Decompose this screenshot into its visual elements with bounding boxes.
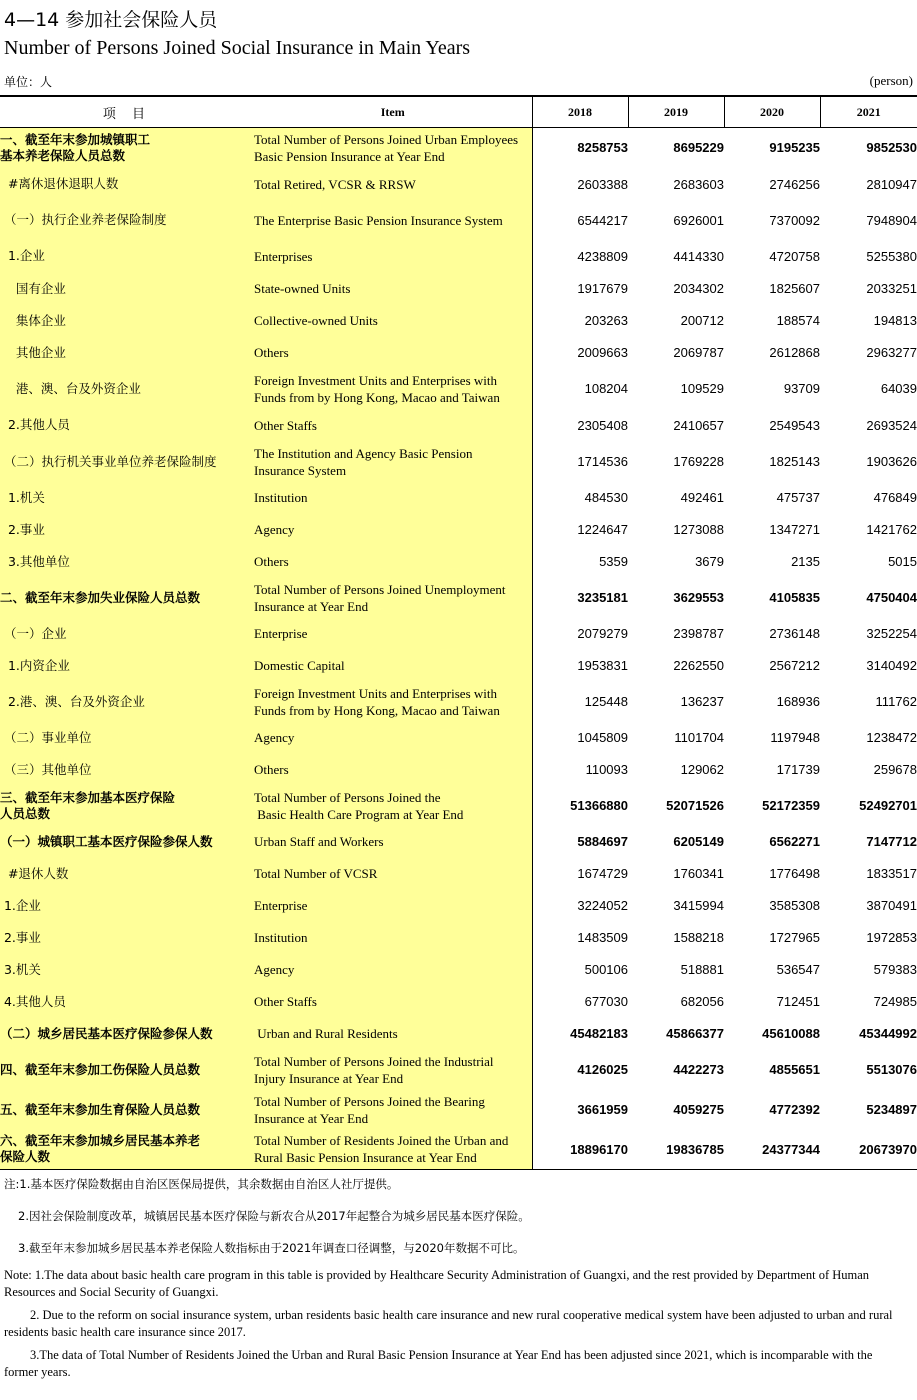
value-2021: 5015 (888, 554, 917, 569)
note-cn-3: 3.截至年末参加城乡居民基本养老保险人数指标由于2021年调查口径调整，与2020年数据不可比。 (18, 1241, 525, 1255)
value-2019: 518881 (680, 962, 724, 977)
header-item-en: Item (254, 96, 532, 128)
value-2019: 6205149 (673, 834, 724, 849)
value-2020: 4105835 (769, 590, 820, 605)
value-2018: 1714536 (577, 454, 628, 469)
row-label-cn: 国有企业 (0, 273, 254, 305)
row-label-en: Total Number of Persons Joined the Basic Health Care Program at Year End (254, 786, 532, 826)
value-2019: 492461 (680, 490, 724, 505)
value-2018: 5884697 (577, 834, 628, 849)
table-row (0, 1050, 917, 1090)
table-row (0, 305, 917, 337)
value-2020: 1776498 (769, 866, 820, 881)
value-2019: 3629553 (673, 590, 724, 605)
row-label-en: Domestic Capital (254, 650, 532, 682)
row-label-cn: （一）执行企业养老保险制度 (0, 201, 254, 240)
value-2020: 1347271 (769, 522, 820, 537)
value-2019: 4059275 (673, 1102, 724, 1117)
value-2018: 677030 (584, 994, 628, 1009)
note-cn-2: 2.因社会保险制度改革，城镇居民基本医疗保险与新农合从2017年起整合为城乡居民基本医疗保险。 (18, 1209, 530, 1223)
value-2019: 200712 (680, 313, 724, 328)
table-row (0, 201, 917, 240)
row-label-cn: 3.其他单位 (0, 546, 254, 578)
table-row (0, 514, 917, 546)
table-row (0, 922, 917, 954)
value-2018: 1224647 (577, 522, 628, 537)
row-label-en: Other Staffs (254, 986, 532, 1018)
value-2020: 24377344 (724, 1130, 820, 1170)
value-2019: 109529 (680, 381, 724, 396)
table-row (0, 482, 917, 514)
value-2020: 168936 (776, 694, 820, 709)
value-2021: 579383 (873, 962, 917, 977)
row-label-en: Collective-owned Units (254, 305, 532, 337)
table-row (0, 546, 917, 578)
value-2019: 129062 (680, 762, 724, 777)
value-2021: 1238472 (866, 730, 917, 745)
note-cn-1: 注:1.基本医疗保险数据由自治区医保局提供，其余数据由自治区人社厅提供。 (4, 1177, 399, 1191)
row-label-cn: #退休人数 (0, 858, 254, 890)
row-label-en: Urban and Rural Residents (254, 1018, 532, 1050)
table-row (0, 337, 917, 369)
value-2019: 1273088 (673, 522, 724, 537)
value-2018: 18896170 (532, 1130, 628, 1170)
value-2018: 2009663 (577, 345, 628, 360)
value-2018: 1674729 (577, 866, 628, 881)
value-2021: 2810947 (866, 176, 917, 192)
table-row (0, 240, 917, 273)
value-2019: 1588218 (673, 930, 724, 945)
table-row (0, 1130, 917, 1170)
page-title-cn: 4—14 参加社会保险人员 (4, 9, 218, 31)
value-2018: 51366880 (570, 798, 628, 813)
value-2020: 4855651 (769, 1062, 820, 1077)
page-title-en: Number of Persons Joined Social Insurance in Main Years (4, 37, 471, 59)
row-label-cn: 2.事业 (0, 514, 254, 546)
table-row (0, 890, 917, 922)
row-label-cn: 港、澳、台及外资企业 (0, 369, 254, 409)
table-row (0, 442, 917, 482)
value-2018: 6544217 (577, 212, 628, 228)
value-2021: 64039 (880, 381, 917, 396)
row-label-en: Institution (254, 922, 532, 954)
row-label-en: Total Number of VCSR (254, 858, 532, 890)
value-2020: 2567212 (769, 658, 820, 673)
value-2021: 2033251 (866, 281, 917, 296)
row-label-en: Total Number of Persons Joined the Bearing Insurance at Year End (254, 1090, 532, 1130)
row-label-en: Institution (254, 482, 532, 514)
value-2021: 1833517 (866, 866, 917, 881)
value-2019: 3415994 (673, 898, 724, 913)
row-label-cn: （三）其他单位 (0, 754, 254, 786)
value-2021: 7948904 (866, 212, 917, 228)
value-2021: 3870491 (866, 898, 917, 913)
value-2018: 8258753 (577, 140, 628, 156)
value-2019: 1760341 (673, 866, 724, 881)
value-2021: 5255380 (866, 248, 917, 264)
table-row (0, 618, 917, 650)
table-row (0, 786, 917, 826)
value-2018: 5359 (599, 554, 628, 569)
table-header-row (0, 96, 917, 128)
value-2021: 52492701 (859, 798, 917, 813)
value-2019: 1769228 (673, 454, 724, 469)
value-2020: 45610088 (762, 1026, 820, 1041)
value-2018: 3661959 (577, 1102, 628, 1117)
value-2018: 2079279 (577, 626, 628, 641)
value-2020: 7370092 (769, 212, 820, 228)
value-2021: 5513076 (866, 1062, 917, 1077)
table-row (0, 722, 917, 754)
value-2020: 93709 (783, 381, 820, 396)
row-label-en: Enterprise (254, 618, 532, 650)
header-year-2018: 2018 (532, 96, 628, 128)
value-2020: 171739 (776, 762, 820, 777)
row-label-cn: 集体企业 (0, 305, 254, 337)
value-2021: 3140492 (866, 658, 917, 673)
value-2019: 4422273 (673, 1062, 724, 1077)
value-2021: 259678 (873, 762, 917, 777)
value-2020: 3585308 (769, 898, 820, 913)
row-label-en: Others (254, 754, 532, 786)
value-2018: 484530 (584, 490, 628, 505)
table-row (0, 650, 917, 682)
value-2020: 2736148 (769, 626, 820, 641)
row-label-en: Foreign Investment Units and Enterprises with Funds from by Hong Kong, Macao and Taiwan (254, 369, 532, 409)
value-2018: 45482183 (570, 1026, 628, 1041)
row-label-cn: 四、截至年末参加工伤保险人员总数 (0, 1050, 254, 1090)
value-2019: 19836785 (628, 1130, 724, 1170)
row-label-en: The Institution and Agency Basic Pension Insurance System (254, 442, 532, 482)
header-item-cn: 项 目 (0, 96, 254, 128)
row-label-en: The Enterprise Basic Pension Insurance System (254, 201, 532, 240)
value-2021: 5234897 (866, 1102, 917, 1117)
row-label-en: Total Number of Persons Joined the Industrial Injury Insurance at Year End (254, 1050, 532, 1090)
row-label-cn: 六、截至年末参加城乡居民基本养老 保险人数 (0, 1130, 254, 1170)
value-2018: 1483509 (577, 930, 628, 945)
value-2018: 108204 (584, 381, 628, 396)
value-2021: 2693524 (866, 417, 917, 433)
value-2018: 3235181 (577, 590, 628, 605)
table-row (0, 954, 917, 986)
value-2020: 4720758 (769, 248, 820, 264)
row-label-cn: （一）城镇职工基本医疗保险参保人数 (0, 826, 254, 858)
value-2019: 8695229 (673, 140, 724, 156)
row-label-en: Enterprise (254, 890, 532, 922)
row-label-cn: 2.其他人员 (0, 409, 254, 442)
value-2020: 1197948 (770, 730, 820, 745)
value-2020: 2612868 (769, 345, 820, 360)
value-2018: 2603388 (577, 176, 628, 192)
row-label-en: Agency (254, 954, 532, 986)
value-2019: 45866377 (666, 1026, 724, 1041)
value-2021: 2963277 (866, 345, 917, 360)
row-label-en: Total Number of Residents Joined the Urban and Rural Basic Pension Insurance at Year End (254, 1130, 532, 1170)
value-2019: 2262550 (673, 658, 724, 673)
value-2021: 1421762 (866, 522, 917, 537)
value-2018: 203263 (584, 313, 628, 328)
row-label-cn: 2.港、澳、台及外资企业 (0, 682, 254, 722)
statistics-table (0, 95, 917, 1170)
value-2020: 2549543 (769, 417, 820, 433)
header-year-2021: 2021 (820, 96, 917, 128)
value-2021: 111762 (875, 694, 917, 709)
row-label-cn: 3.机关 (0, 954, 254, 986)
value-2020: 712451 (776, 994, 820, 1009)
value-2021: 194813 (873, 313, 917, 328)
value-2019: 2034302 (673, 281, 724, 296)
value-2018: 1953831 (577, 658, 628, 673)
row-label-en: Other Staffs (254, 409, 532, 442)
value-2018: 4126025 (577, 1062, 628, 1077)
value-2021: 724985 (873, 994, 917, 1009)
value-2018: 125448 (584, 694, 628, 709)
unit-label-en: (person) (869, 73, 913, 88)
value-2021: 3252254 (866, 626, 917, 641)
value-2020: 475737 (776, 490, 820, 505)
value-2018: 500106 (584, 962, 628, 977)
row-label-en: Foreign Investment Units and Enterprises with Funds from by Hong Kong, Macao and Taiwan (254, 682, 532, 722)
value-2019: 52071526 (666, 798, 724, 813)
table-row (0, 128, 917, 168)
value-2020: 1825607 (769, 281, 820, 296)
row-label-en: Agency (254, 722, 532, 754)
table-row (0, 168, 917, 201)
value-2019: 1101704 (674, 730, 724, 745)
row-label-en: Others (254, 337, 532, 369)
value-2018: 4238809 (577, 248, 628, 264)
row-label-cn: （二）事业单位 (0, 722, 254, 754)
row-label-cn: （二）执行机关事业单位养老保险制度 (0, 442, 254, 482)
row-label-en: Agency (254, 514, 532, 546)
row-label-cn: 1.内资企业 (0, 650, 254, 682)
table-body (0, 128, 917, 1170)
value-2019: 3679 (695, 554, 724, 569)
value-2021: 20673970 (820, 1130, 917, 1170)
row-label-cn: #离休退休退职人数 (0, 168, 254, 201)
row-label-cn: （一）企业 (0, 618, 254, 650)
row-label-cn: 其他企业 (0, 337, 254, 369)
row-label-en: Total Retired, VCSR & RRSW (254, 168, 532, 201)
value-2018: 3224052 (577, 898, 628, 913)
table-row (0, 578, 917, 618)
table-row (0, 1090, 917, 1130)
value-2021: 4750404 (866, 590, 917, 605)
row-label-cn: 五、截至年末参加生育保险人员总数 (0, 1090, 254, 1130)
row-label-cn: 1.企业 (0, 890, 254, 922)
unit-label-cn: 单位：人 (4, 75, 53, 89)
value-2021: 7147712 (866, 834, 917, 849)
value-2021: 1972853 (866, 930, 917, 945)
row-label-cn: 三、截至年末参加基本医疗保险 人员总数 (0, 786, 254, 826)
value-2019: 2069787 (673, 345, 724, 360)
table-row (0, 754, 917, 786)
header-year-2019: 2019 (628, 96, 724, 128)
value-2020: 188574 (776, 313, 820, 328)
value-2021: 45344992 (859, 1026, 917, 1041)
value-2020: 1825143 (769, 454, 820, 469)
value-2019: 2410657 (673, 417, 724, 433)
value-2020: 4772392 (769, 1102, 820, 1117)
row-label-cn: （二）城乡居民基本医疗保险参保人数 (0, 1018, 254, 1050)
table-row (0, 858, 917, 890)
value-2020: 2746256 (769, 176, 820, 192)
value-2020: 2135 (791, 554, 820, 569)
value-2018: 1917679 (577, 281, 628, 296)
value-2019: 2683603 (673, 176, 724, 192)
row-label-cn: 2.事业 (0, 922, 254, 954)
table-row (0, 273, 917, 305)
row-label-en: Urban Staff and Workers (254, 826, 532, 858)
value-2019: 2398787 (673, 626, 724, 641)
value-2020: 1727965 (769, 930, 820, 945)
value-2021: 1903626 (866, 454, 917, 469)
value-2018: 2305408 (577, 417, 628, 433)
row-label-cn: 1.机关 (0, 482, 254, 514)
note-en-3: 3.The data of Total Number of Residents Joined the Urban and Rural Basic Pension Insurance at Year End has been adjusted since 2021, which is incomparable with the former years. (4, 1348, 873, 1379)
row-label-cn: 一、截至年末参加城镇职工 基本养老保险人员总数 (0, 128, 254, 168)
row-label-en: State-owned Units (254, 273, 532, 305)
value-2020: 9195235 (769, 140, 820, 156)
note-en-1: Note: 1.The data about basic health care program in this table is provided by Healthcare Security Administration of Guangxi, and the rest provided by Department of Human Resources and Social Security of Guangxi. (4, 1268, 870, 1299)
table-row (0, 682, 917, 722)
row-label-en: Total Number of Persons Joined Unemployment Insurance at Year End (254, 578, 532, 618)
table-row (0, 986, 917, 1018)
table-row (0, 409, 917, 442)
value-2020: 6562271 (769, 834, 820, 849)
row-label-cn: 1.企业 (0, 240, 254, 273)
value-2019: 6926001 (673, 212, 724, 228)
row-label-cn: 二、截至年末参加失业保险人员总数 (0, 578, 254, 618)
value-2018: 1045809 (577, 730, 628, 745)
value-2020: 536547 (776, 962, 820, 977)
table-row (0, 826, 917, 858)
row-label-cn: 4.其他人员 (0, 986, 254, 1018)
value-2019: 4414330 (673, 248, 724, 264)
value-2018: 110093 (585, 762, 628, 777)
value-2021: 9852530 (866, 140, 917, 156)
row-label-en: Total Number of Persons Joined Urban Employees Basic Pension Insurance at Year End (254, 128, 532, 168)
row-label-en: Others (254, 546, 532, 578)
header-year-2020: 2020 (724, 96, 820, 128)
value-2021: 476849 (873, 490, 917, 505)
value-2020: 52172359 (762, 798, 820, 813)
table-row (0, 1018, 917, 1050)
value-2019: 682056 (680, 994, 724, 1009)
row-label-en: Enterprises (254, 240, 532, 273)
table-row (0, 369, 917, 409)
note-en-2: 2. Due to the reform on social insurance system, urban residents basic health care insurance and new rural cooperative medical system have been adjusted to urban and rural residents basic health care insurance since 2017. (4, 1308, 893, 1339)
value-2019: 136237 (680, 694, 724, 709)
